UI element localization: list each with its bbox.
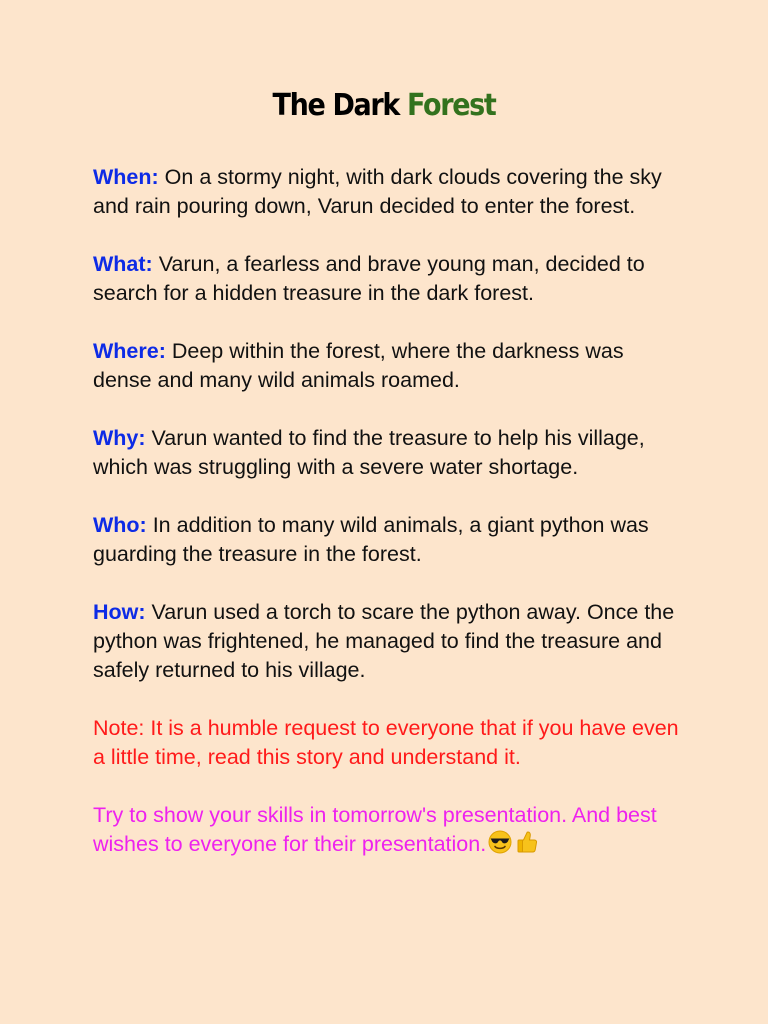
section-text: Varun used a torch to scare the python away. Once the python was frightened, he managed to find the treasure and safely returned to his village.: [93, 600, 675, 682]
section-text: Deep within the forest, where the darkness was dense and many wild animals roamed.: [93, 339, 624, 392]
section-label: When:: [93, 165, 159, 189]
title-part-forest: Forest: [407, 88, 496, 123]
note-text: Note: It is a humble request to everyone that if you have even a little time, read this story and understand it.: [93, 716, 679, 769]
wish-text: Try to show your skills in tomorrow's presentation. And best wishes to everyone for their presentation.: [93, 803, 657, 856]
section-label: Who:: [93, 513, 147, 537]
section-label: How:: [93, 600, 146, 624]
section-text: Varun, a fearless and brave young man, decided to search for a hidden treasure in the dark forest.: [93, 252, 645, 305]
section-label: Why:: [93, 426, 146, 450]
smiling-face-with-sunglasses-icon: [487, 830, 513, 854]
section-label: What:: [93, 252, 153, 276]
section-text: In addition to many wild animals, a giant python was guarding the treasure in the forest.: [93, 513, 649, 566]
title-part-dark: The Dark: [272, 88, 399, 123]
story-content: [93, 163, 683, 888]
thumbs-up-icon: [514, 830, 540, 854]
section-how: [93, 598, 683, 685]
section-text: On a stormy night, with dark clouds covering the sky and rain pouring down, Varun decided to enter the forest.: [93, 165, 662, 218]
section-label: Where:: [93, 339, 166, 363]
section-when: [93, 163, 683, 221]
note-paragraph: [93, 714, 683, 772]
section-what: [93, 250, 683, 308]
section-text: Varun wanted to find the treasure to help his village, which was struggling with a severe water shortage.: [93, 426, 645, 479]
page-title: [38, 88, 729, 124]
section-why: [93, 424, 683, 482]
wish-paragraph: [93, 801, 683, 859]
section-where: [93, 337, 683, 395]
section-who: [93, 511, 683, 569]
